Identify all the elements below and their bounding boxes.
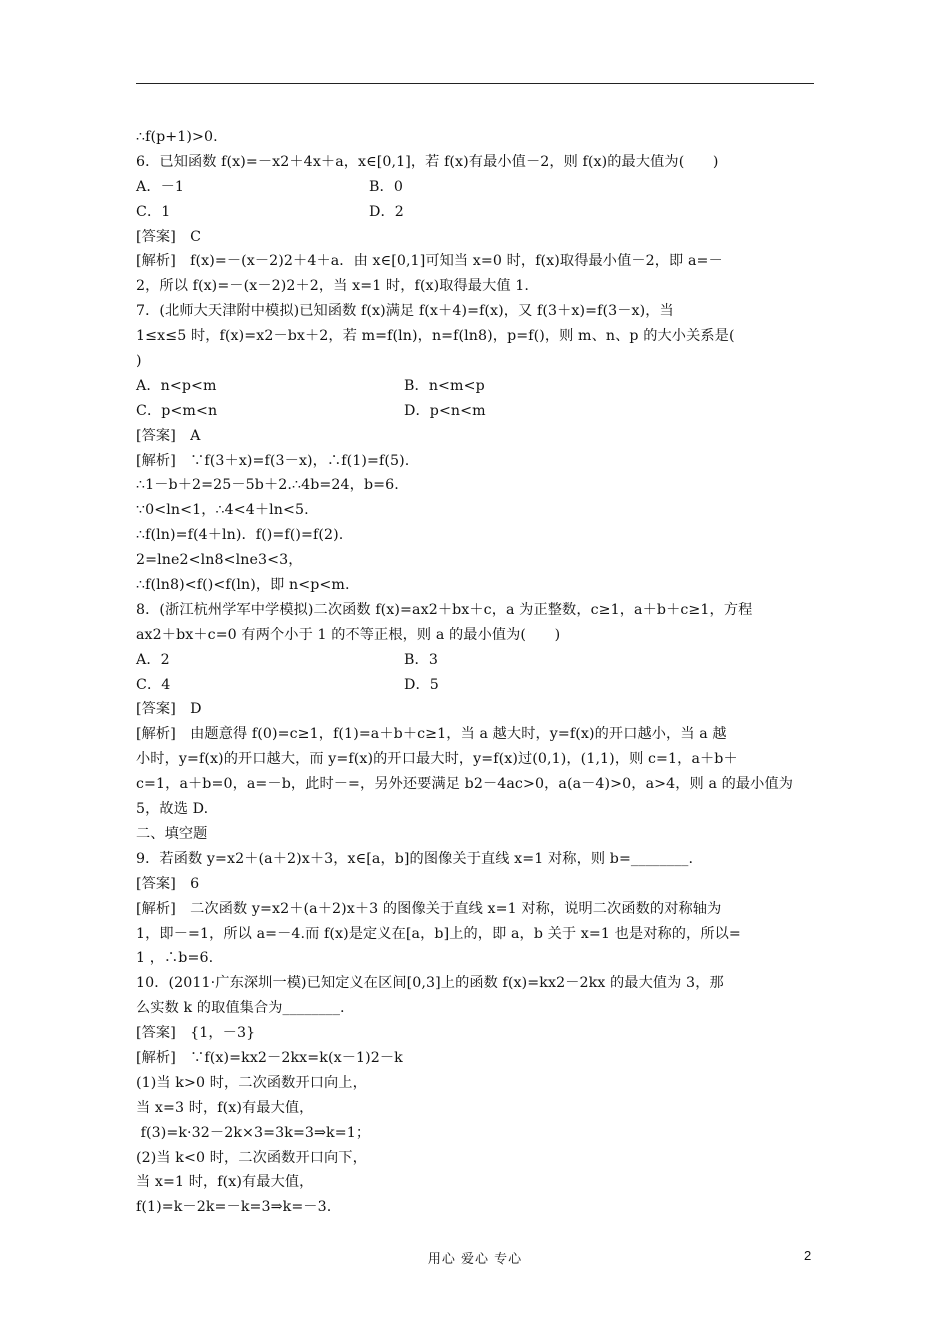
option-c: C．p<m<n	[136, 402, 218, 419]
option-d: D．5	[404, 676, 439, 693]
text-line: (2)当 k<0 时，二次函数开口向下，	[136, 1149, 367, 1166]
page-number: 2	[804, 1248, 812, 1263]
options-row	[136, 374, 826, 399]
options-row	[136, 200, 826, 225]
options-row	[136, 175, 826, 200]
option-b: B．3	[404, 651, 438, 668]
question-6: 6．已知函数 f(x)=－x2＋4x＋a，x∈[0,1]，若 f(x)有最小值－2，则 f(x)的最大值为( )	[136, 153, 719, 170]
analysis-line: [解析] 由题意得 f(0)=c≥1，f(1)=a＋b＋c≥1，当 a 越大时，y=f(x)的开口越小，当 a 越	[136, 726, 727, 743]
question-10: 10．(2011·广东深圳一模)已知定义在区间[0,3]上的函数 f(x)=kx2－2kx 的最大值为 3，那	[136, 975, 724, 992]
option-a: A．n<p<m	[136, 377, 217, 394]
document-body	[136, 125, 826, 1220]
answer-line: [答案] {1，－3}	[136, 1025, 256, 1042]
text-line: ∴1－b＋2=25－5b＋2.∴4b=24，b=6.	[136, 477, 399, 494]
text-line: (1)当 k>0 时，二次函数开口向上，	[136, 1074, 367, 1091]
header-rule	[136, 83, 814, 84]
text-line: 小时，y=f(x)的开口越大，而 y=f(x)的开口最大时，y=f(x)过(0,1)，(1,1)，则 c=1，a＋b＋	[136, 751, 738, 768]
text-line: c=1，a＋b=0，a=－b，此时－=，另外还要满足 b2－4ac>0，a(a－4)>0，a>4，则 a 的最小值为	[136, 776, 794, 793]
text-line: 1，即－=1，所以 a=－4.而 f(x)是定义在[a，b]上的，即 a，b 关于 x=1 也是对称的，所以=	[136, 925, 741, 942]
analysis-line: [解析] ∵f(x)=kx2－2kx=k(x－1)2－k	[136, 1049, 403, 1066]
question-9: 9．若函数 y=x2＋(a＋2)x＋3，x∈[a，b]的图像关于直线 x=1 对称，则 b=________.	[136, 850, 694, 867]
section-heading: 二、填空题	[136, 825, 208, 842]
option-b: B．0	[369, 178, 403, 195]
text-line: ∵0<ln<1，∴4<4＋ln<5.	[136, 502, 309, 519]
footer-motto: 用心 爱心 专心	[427, 1252, 523, 1267]
text-line: )	[136, 353, 142, 370]
question-8: 8．(浙江杭州学军中学模拟)二次函数 f(x)=ax2＋bx＋c，a 为正整数，c≥1，a＋b＋c≥1，方程	[136, 601, 753, 618]
page-footer	[0, 1248, 950, 1268]
text-line: ax2＋bx＋c=0 有两个小于 1 的不等正根，则 a 的最小值为( )	[136, 626, 561, 643]
options-row	[136, 648, 826, 673]
analysis-line: [解析] f(x)=－(x－2)2＋4＋a．由 x∈[0,1]可知当 x=0 时，f(x)取得最小值－2，即 a=－	[136, 253, 723, 270]
option-a: A．－1	[136, 178, 185, 195]
text-line: 当 x=3 时，f(x)有最大值，	[136, 1099, 314, 1116]
text-line: ∴f(ln)=f(4＋ln)．f()=f()=f(2).	[136, 527, 344, 544]
text-line: 2，所以 f(x)=－(x－2)2＋2，当 x=1 时，f(x)取得最大值 1.	[136, 278, 530, 295]
text-line: f(3)=k·32－2k×3=3k=3⇒k=1；	[136, 1124, 371, 1141]
text-line: ∴f(ln8)<f()<f(ln)，即 n<p<m.	[136, 577, 350, 594]
text-line: 么实数 k 的取值集合为________.	[136, 1000, 345, 1017]
answer-line: [答案] A	[136, 427, 201, 444]
option-b: B．n<m<p	[404, 377, 485, 394]
answer-line: [答案] 6	[136, 875, 200, 892]
answer-line: [答案] D	[136, 701, 202, 718]
option-a: A．2	[136, 651, 170, 668]
options-row	[136, 399, 826, 424]
text-line: ∴f(p+1)>0.	[136, 129, 218, 145]
text-line: f(1)=k－2k=－k=3⇒k=－3.	[136, 1199, 332, 1216]
option-d: D．2	[369, 203, 404, 220]
option-d: D．p<n<m	[404, 402, 486, 419]
text-line: 2=lne2<ln8<lne3<3，	[136, 552, 303, 569]
analysis-line: [解析] ∵f(3＋x)=f(3－x)，∴f(1)=f(5).	[136, 452, 410, 469]
option-c: C．1	[136, 203, 171, 220]
text-line: 1 ，∴b=6.	[136, 950, 214, 967]
option-c: C．4	[136, 676, 171, 693]
text-line: 当 x=1 时，f(x)有最大值，	[136, 1174, 314, 1191]
options-row	[136, 673, 826, 698]
question-7: 7．(北师大天津附中模拟)已知函数 f(x)满足 f(x＋4)=f(x)，又 f(3＋x)=f(3－x)，当	[136, 303, 674, 320]
text-line: 5，故选 D.	[136, 801, 209, 818]
text-line: 1≤x≤5 时，f(x)=x2－bx＋2，若 m=f(ln)，n=f(ln8)，p=f()，则 m、n、p 的大小关系是(	[136, 328, 735, 345]
answer-line: [答案] C	[136, 228, 202, 245]
analysis-line: [解析] 二次函数 y=x2＋(a＋2)x＋3 的图像关于直线 x=1 对称，说明二次函数的对称轴为	[136, 900, 722, 917]
